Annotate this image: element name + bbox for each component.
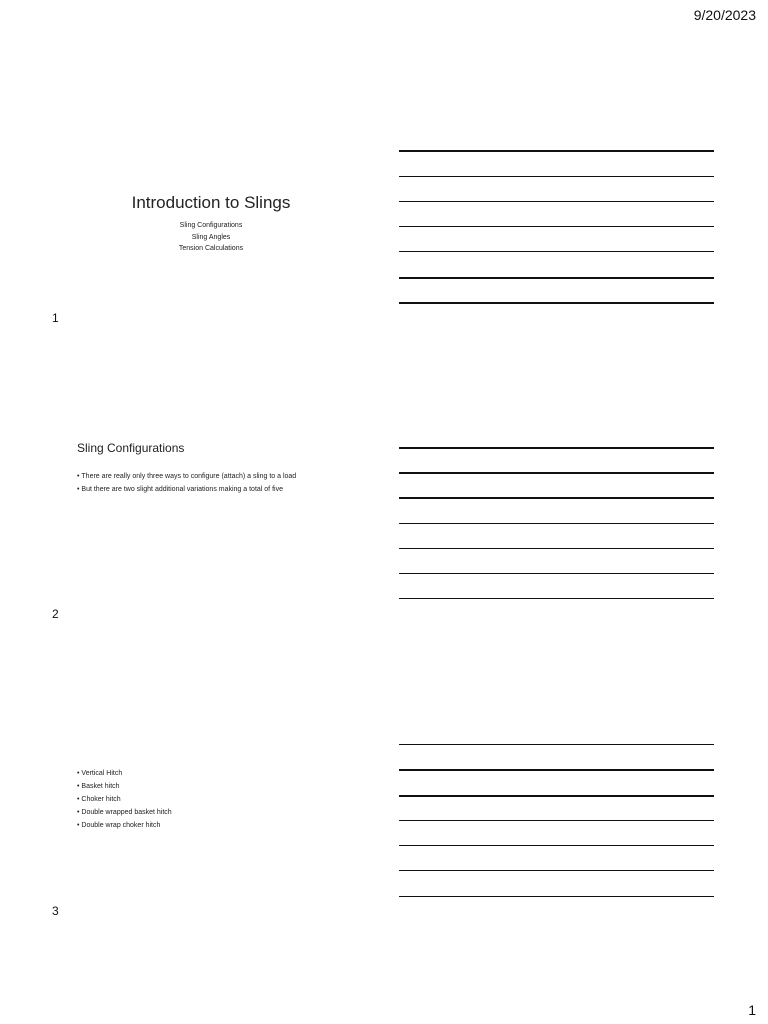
note-line	[399, 820, 714, 821]
bullet-item: • Double wrapped basket hitch	[77, 806, 172, 819]
note-line	[399, 523, 714, 524]
note-line	[399, 447, 714, 449]
bullet-item: • There are really only three ways to configure (attach) a sling to a load	[77, 470, 296, 483]
bullet-item: • Vertical Hitch	[77, 767, 172, 780]
slide-title: Introduction to Slings	[131, 193, 291, 212]
bullet-item: • But there are two slight additional variations making a total of five	[77, 483, 296, 496]
slide-number: 2	[52, 607, 59, 621]
date-header: 9/20/2023	[693, 7, 756, 23]
bullet-item: • Choker hitch	[77, 793, 172, 806]
note-line	[399, 497, 714, 499]
note-line	[399, 845, 714, 846]
subtitle-line: Sling Angles	[191, 233, 231, 241]
bullet-list	[77, 767, 172, 832]
slide-subtitles	[70, 220, 352, 255]
bullet-list	[77, 470, 296, 496]
note-line	[399, 598, 714, 599]
subtitle-line: Sling Configurations	[179, 222, 243, 229]
note-line	[399, 302, 714, 304]
slide-number: 1	[52, 311, 59, 325]
note-line	[399, 176, 714, 177]
note-line	[399, 150, 714, 152]
note-line	[399, 795, 714, 797]
note-line	[399, 226, 714, 227]
slide-number: 3	[52, 904, 59, 918]
note-line	[399, 744, 714, 745]
note-line	[399, 201, 714, 202]
subtitle-line: Tension Calculations	[178, 245, 244, 252]
note-line	[399, 472, 714, 474]
note-line	[399, 870, 714, 871]
note-line	[399, 769, 714, 771]
slide-heading: Sling Configurations	[77, 441, 185, 455]
note-line	[399, 548, 714, 549]
bullet-item: • Basket hitch	[77, 780, 172, 793]
note-line	[399, 277, 714, 279]
note-line	[399, 896, 714, 897]
note-line	[399, 251, 714, 252]
bullet-item: • Double wrap choker hitch	[77, 819, 172, 832]
page-number: 1	[748, 1002, 756, 1018]
note-line	[399, 573, 714, 574]
